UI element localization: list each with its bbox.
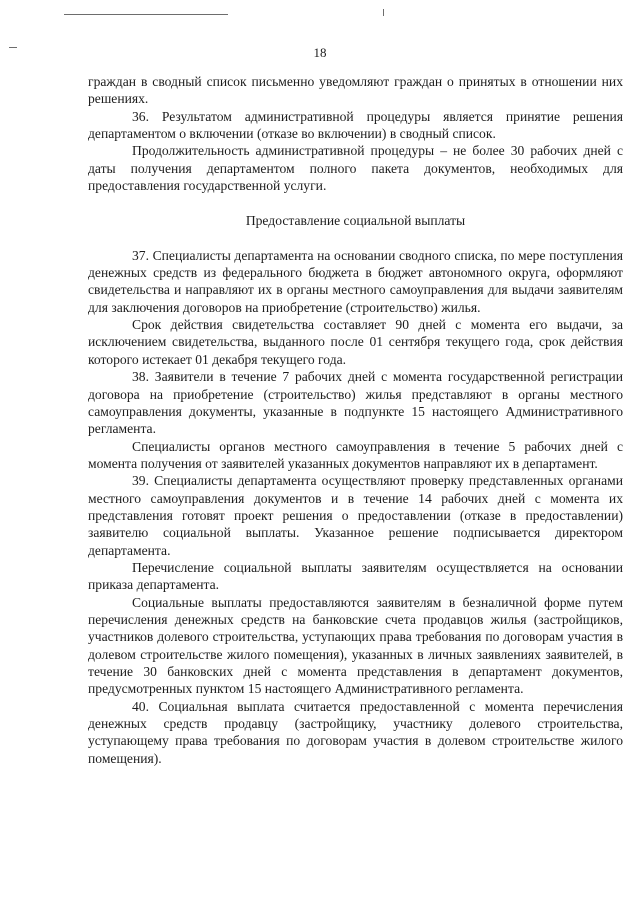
scan-artifact-dot [383, 9, 384, 16]
paragraph-40: 40. Социальная выплата считается предоставленной с момента перечисления денежных средств продавцу (застройщику, участнику долевого строительства, уступающему права требования по договорам участия в долевом строительстве жилого помещения). [88, 698, 623, 766]
paragraph-39: 39. Специалисты департамента осуществляют проверку представленных органами местного самоуправления документов и в течение 14 рабочих дней с момента их представления готовят проект решения о предоставлении (отказе в предоставлении) заявителю социальной выплаты. Указанное решение подписывается директором департамента. [88, 473, 623, 558]
paragraph-39-payments: Социальные выплаты предоставляются заявителям в безналичной форме путем перечисления денежных средств на банковские счета продавцов жилья (застройщиков, участников долевого строительства, уступающих права требования по договорам участия в долевом строительстве жилого помещения), указанных в личных заявлениях заявителей, в течение 30 банковских дней с момента представления в департамент документов, предусмотренных пунктом 15 настоящего Административного регламента. [88, 594, 623, 697]
paragraph-37-validity: Срок действия свидетельства составляет 90 дней с момента его выдачи, за исключением свидетельства, выданного после 01 сентября текущего года, срок действия которого истекает 01 декабря текущего года. [88, 317, 623, 367]
scan-artifact-top-line [64, 14, 228, 15]
paragraph-36-duration: Продолжительность административной процедуры – не более 30 рабочих дней с даты получения департаментом полного пакета документов, необходимых для предоставления государственной услуги. [88, 143, 623, 194]
paragraph-36: 36. Результатом административной процедуры является принятие решения департаментом о включении (отказе во включении) в сводный список. [88, 108, 623, 142]
section-heading: Предоставление социальной выплаты [245, 213, 466, 229]
paragraph-38-local: Специалисты органов местного самоуправления в течение 5 рабочих дней с момента получения от заявителей указанных документов направляют их в департамент. [88, 438, 623, 471]
paragraph-38: 38. Заявители в течение 7 рабочих дней с момента государственной регистрации договора на приобретение (строительство) жилья представляют в органы местного самоуправления документы, указанные в подпункте 15 настоящего Административного регламента. [88, 369, 623, 437]
paragraph-39-transfer: Перечисление социальной выплаты заявителям осуществляется на основании приказа департамента. [88, 559, 623, 593]
document-body [88, 73, 623, 767]
page-number: 18 [313, 45, 327, 60]
paragraph-continuation: граждан в сводный список письменно уведомляют граждан о принятых в отношении них решениях. [88, 74, 623, 107]
paragraph-37: 37. Специалисты департамента на основании сводного списка, по мере поступления денежных средств из федерального бюджета в бюджет автономного округа, оформляют свидетельства и направляют их в органы местного самоуправления для выдачи заявителям для заключения договоров на приобретение (строительство) жилья. [88, 247, 623, 315]
